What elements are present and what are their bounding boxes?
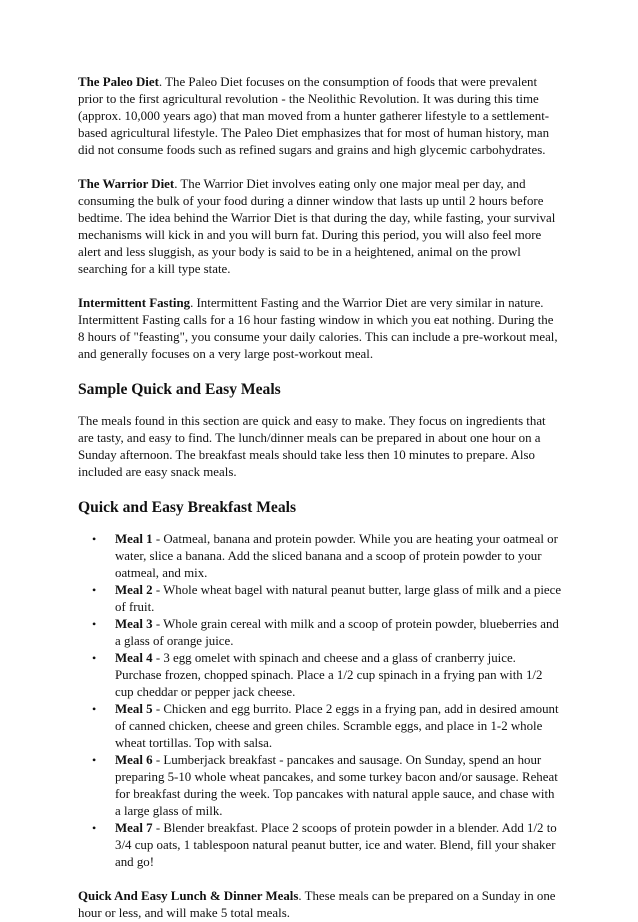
document-page — [78, 74, 563, 922]
meal-name: Meal 2 — [115, 583, 153, 597]
meal-description: - Whole wheat bagel with natural peanut butter, large glass of milk and a piece of fruit. — [115, 583, 562, 614]
bullet-icon: • — [92, 753, 97, 767]
meal-name: Meal 1 — [115, 532, 153, 546]
list-item — [78, 820, 563, 871]
meal-name: Meal 3 — [115, 617, 153, 631]
meal-name: Meal 7 — [115, 821, 153, 835]
list-item — [78, 616, 563, 650]
bullet-icon: • — [92, 532, 97, 546]
meal-name: Meal 5 — [115, 702, 153, 716]
list-item — [78, 531, 563, 582]
bullet-icon: • — [92, 583, 97, 597]
lunch-dinner-body: . These meals can be prepared on a Sunday in one hour or less, and will make 5 total meals. — [78, 889, 556, 920]
breakfast-meal-list — [78, 531, 563, 871]
warrior-title: The Warrior Diet — [78, 177, 175, 191]
meal-name: Meal 6 — [115, 753, 153, 767]
list-item — [78, 752, 563, 820]
bullet-icon: • — [92, 651, 97, 665]
meal-description: - Whole grain cereal with milk and a scoop of protein powder, blueberries and a glass of orange juice. — [115, 617, 559, 648]
meal-description: - Oatmeal, banana and protein powder. While you are heating your oatmeal or water, slice a banana. Add the sliced banana and a scoop of protein powder to your oatmeal, and mix. — [115, 532, 558, 580]
breakfast-heading: Quick and Easy Breakfast Meals — [78, 499, 297, 516]
paleo-body: . The Paleo Diet focuses on the consumption of foods that were prevalent prior to the first agricultural revolution - the Neolithic Revolution. It was during this time (approx. 10,000 years ago) that man moved from a hunter gatherer lifestyle to a settlement-based agricultural lifestyle. The Paleo Diet emphasizes that for most of human history, man did not consume foods such as refined sugars and grains and high glycemic carbohydrates. — [78, 75, 550, 157]
meal-name: Meal 4 — [115, 651, 153, 665]
warrior-body: . The Warrior Diet involves eating only one major meal per day, and consuming the bulk of your food during a dinner window that lasts up until 2 hours before bedtime. The idea behind the Warrior Diet is that during the day, while fasting, your survival mechanisms will kick in and you will burn fat. During this period, you will also feel more alert and less sluggish, as your body is said to be in a heightened, animal on the prowl searching for a kill type state. — [78, 177, 556, 276]
bullet-icon: • — [92, 821, 97, 835]
sample-paragraph: The meals found in this section are quick and easy to make. They focus on ingredients that are tasty, and easy to find. The lunch/dinner meals can be prepared in about one hour on a Sunday afternoon. The breakfast meals should take less then 10 minutes to prepare. Also included are easy snack meals. — [78, 414, 546, 479]
lunch-dinner-paragraph — [78, 888, 563, 922]
paleo-title: The Paleo Diet — [78, 75, 159, 89]
lunch-dinner-title: Quick And Easy Lunch & Dinner Meals — [78, 889, 299, 903]
list-item — [78, 701, 563, 752]
intermittent-title: Intermittent Fasting — [78, 296, 191, 310]
intermittent-body: . Intermittent Fasting and the Warrior Diet are very similar in nature. Intermittent Fasting calls for a 16 hour fasting window in which you eat nothing. During the 8 hours of "feasting", you consume your daily calories. This can include a pre-workout meal, and generally focuses on a very large post-workout meal. — [78, 296, 558, 361]
meal-description: - Blender breakfast. Place 2 scoops of protein powder in a blender. Add 1/2 to 3/4 cup oats, 1 tablespoon natural peanut butter, ice and water. Blend, fill your shaker and go! — [115, 821, 557, 869]
intermittent-paragraph — [78, 295, 563, 363]
list-item — [78, 650, 563, 701]
meal-description: - Chicken and egg burrito. Place 2 eggs in a frying pan, add in desired amount of canned chicken, cheese and green chiles. Scramble eggs, and place in 1-2 whole wheat tortillas. Top with salsa. — [115, 702, 559, 750]
warrior-paragraph — [78, 176, 563, 278]
meal-description: - 3 egg omelet with spinach and cheese and a glass of cranberry juice. Purchase frozen, chopped spinach. Place a 1/2 cup spinach in a frying pan with 1/2 cup cheddar or pepper jack cheese. — [115, 651, 543, 699]
sample-heading: Sample Quick and Easy Meals — [78, 381, 281, 398]
meal-description: - Lumberjack breakfast - pancakes and sausage. On Sunday, spend an hour preparing 5-10 whole wheat pancakes, and some turkey bacon and/or sausage. Reheat for breakfast during the week. Top pancakes with natural apple sauce, and chase with a large glass of milk. — [115, 753, 558, 818]
list-item — [78, 582, 563, 616]
bullet-icon: • — [92, 702, 97, 716]
paleo-paragraph — [78, 74, 563, 159]
bullet-icon: • — [92, 617, 97, 631]
